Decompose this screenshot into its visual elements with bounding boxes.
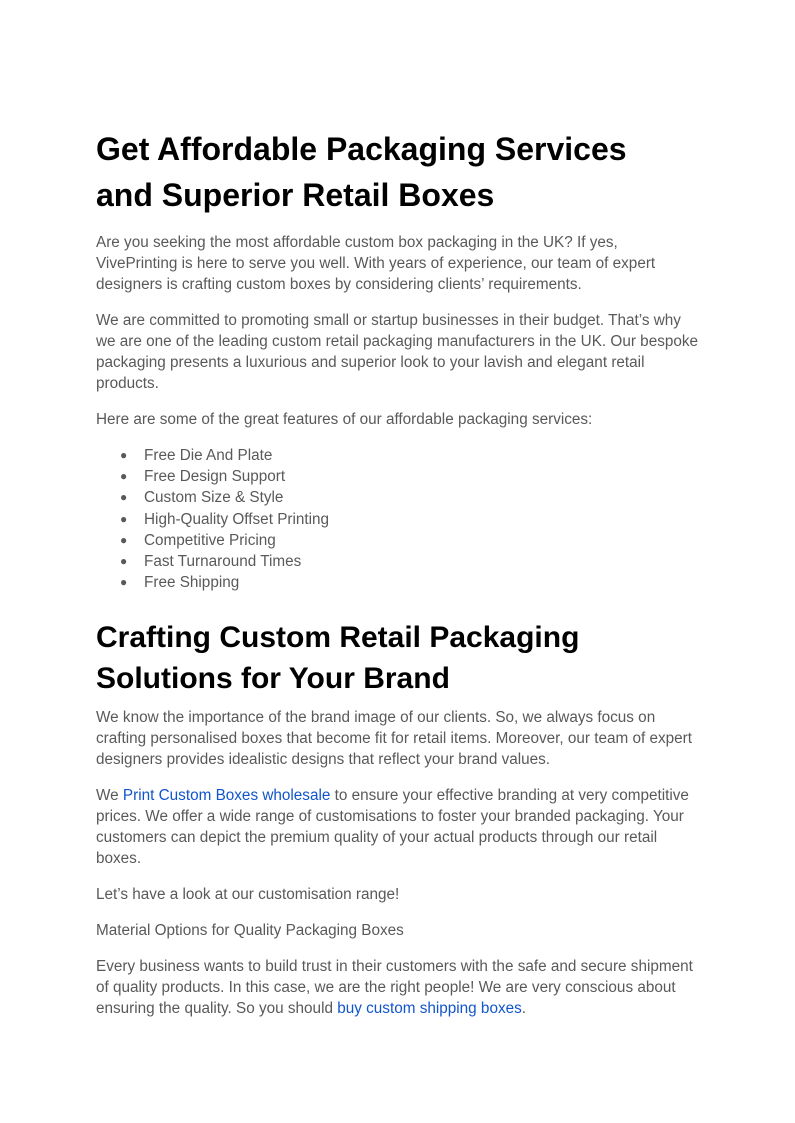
heading-line: Get Affordable Packaging Services [96, 131, 627, 167]
heading-line: Solutions for Your Brand [96, 662, 450, 696]
paragraph-text: to ensure your effective branding at very competitive prices. We offer a wide range of customisations to foster your branded packaging. Your customers can depict the premium quality of your actual products through our retail boxes. [96, 787, 689, 868]
bullet-icon: ● [120, 511, 128, 526]
intro-paragraph: Are you seeking the most affordable custom box packaging in the UK? If yes, VivePrinting is here to serve you well. With years of experience, our team of expert designers is crafting custom boxes by considering clients’ requirements. [96, 234, 656, 293]
heading-line: Crafting Custom Retail Packaging [96, 621, 580, 655]
bullet-icon: ● [120, 490, 128, 505]
bullet-icon: ● [120, 448, 128, 462]
commitment-paragraph: We are committed to promoting small or startup businesses in their budget. That’s why we are one of the leading custom retail packaging manufacturers in the UK. Our bespoke packaging presents a luxurious and superior look to your lavish and elegant retail products. [96, 312, 699, 392]
paragraph-text: Every business wants to build trust in their customers with the safe and secure shipment of quality products. In this case, we are the right people! We are very conscious about ensuring the quality. So you should [96, 958, 693, 1018]
list-item [96, 572, 699, 593]
section-heading-affordable-packaging [96, 126, 699, 218]
list-item [96, 445, 699, 466]
features-intro-paragraph: Here are some of the great features of our affordable packaging services: [96, 411, 593, 428]
feature-label: High-Quality Offset Printing [144, 510, 330, 528]
bullet-icon: ● [120, 575, 128, 590]
feature-label: Free Shipping [144, 574, 240, 592]
trust-paragraph [96, 956, 699, 1019]
buy-custom-shipping-boxes-link[interactable]: buy custom shipping boxes [337, 1000, 522, 1018]
feature-label: Fast Turnaround Times [144, 553, 302, 571]
customisation-range-paragraph: Let’s have a look at our customisation range! [96, 886, 400, 904]
list-item [96, 551, 699, 572]
feature-label: Custom Size & Style [144, 489, 284, 507]
brand-image-paragraph: We know the importance of the brand image of our clients. So, we always focus on crafting personalised boxes that become fit for retail items. Moreover, our team of expert designers provides idealistic designs that reflect your brand values. [96, 709, 693, 769]
section-heading-custom-retail-packaging [96, 617, 699, 699]
bullet-icon: ● [120, 554, 128, 569]
heading-line: and Superior Retail Boxes [96, 177, 495, 213]
paragraph-text: . [521, 1000, 527, 1018]
material-options-subheading: Material Options for Quality Packaging Boxes [96, 922, 404, 940]
features-list [96, 445, 699, 593]
print-custom-boxes-wholesale-link[interactable]: Print Custom Boxes wholesale [122, 787, 331, 805]
list-item [96, 487, 699, 508]
list-item [96, 509, 699, 530]
paragraph-text: We [96, 787, 123, 805]
feature-label: Free Die And Plate [144, 447, 273, 464]
list-item [96, 530, 699, 551]
feature-label: Free Design Support [144, 468, 286, 486]
bullet-icon: ● [120, 469, 128, 484]
feature-label: Competitive Pricing [144, 531, 276, 549]
list-item [96, 466, 699, 487]
bullet-icon: ● [120, 532, 128, 547]
wholesale-paragraph [96, 785, 699, 869]
